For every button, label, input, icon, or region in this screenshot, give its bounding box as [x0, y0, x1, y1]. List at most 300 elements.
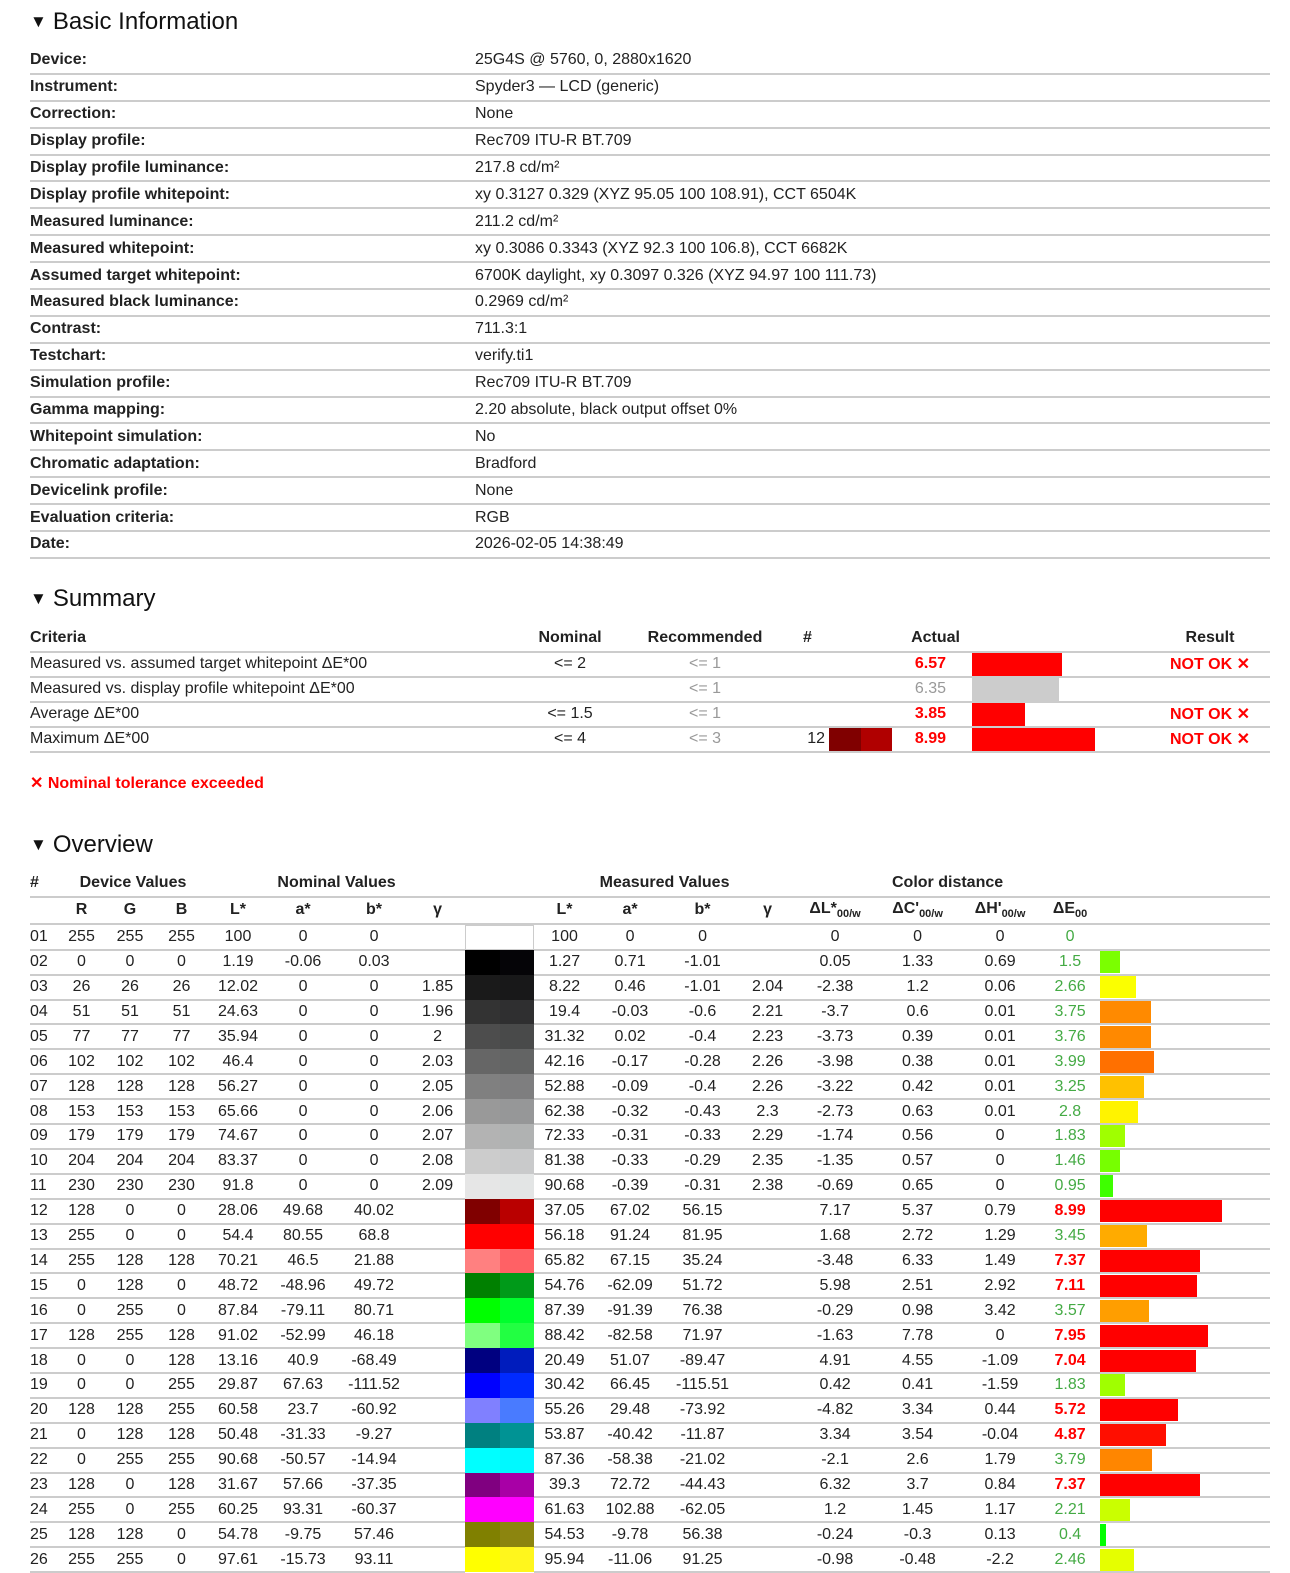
patch-number: 09	[30, 1124, 58, 1149]
delta-l: 0.05	[795, 950, 875, 975]
nominal-gamma	[410, 1423, 465, 1448]
info-label: Measured luminance:	[30, 208, 475, 235]
device-b: 51	[155, 1000, 208, 1025]
nominal-a: 67.63	[268, 1373, 338, 1398]
measured-gamma	[740, 1373, 795, 1398]
patch-number: 11	[30, 1174, 58, 1199]
measured-color	[500, 1249, 535, 1274]
nominal-a: 0	[268, 1000, 338, 1025]
delta-e-bar-cell	[1100, 1323, 1270, 1348]
measured-b: -0.4	[665, 1074, 740, 1099]
delta-c: 3.54	[875, 1423, 960, 1448]
color-swatch	[465, 1448, 534, 1473]
measured-color	[500, 950, 535, 975]
patch-number: 10	[30, 1149, 58, 1174]
actual-bar	[972, 728, 1095, 751]
delta-c: 1.45	[875, 1497, 960, 1522]
delta-c: 3.34	[875, 1398, 960, 1423]
measured-b: -1.01	[665, 975, 740, 1000]
col-measured-gamma: γ	[740, 897, 795, 924]
patch-number: 03	[30, 975, 58, 1000]
nominal-color	[465, 1323, 500, 1348]
nominal-gamma: 1.85	[410, 975, 465, 1000]
nominal-a: 0	[268, 1049, 338, 1074]
info-value: Spyder3 — LCD (generic)	[475, 74, 1270, 101]
delta-e-bar	[1100, 1051, 1154, 1073]
color-swatch	[465, 1373, 534, 1398]
nominal-gamma: 2.07	[410, 1124, 465, 1149]
section-overview[interactable]: ▼ Overview	[30, 830, 153, 858]
info-label: Contrast:	[30, 316, 475, 343]
delta-h: 0.01	[960, 1049, 1040, 1074]
measured-color	[500, 1323, 535, 1348]
info-value: None	[475, 101, 1270, 128]
group-device-values: Device Values	[58, 871, 208, 897]
device-b: 0	[155, 1547, 208, 1572]
info-value: Rec709 ITU-R BT.709	[475, 128, 1270, 155]
delta-l: -3.98	[795, 1049, 875, 1074]
nominal-l: 1.19	[208, 950, 268, 975]
measured-color	[500, 1448, 535, 1473]
nominal-b: 40.02	[338, 1199, 410, 1224]
nominal-a: 57.66	[268, 1473, 338, 1498]
patch-number: 23	[30, 1473, 58, 1498]
measured-l: 19.4	[534, 1000, 595, 1025]
measured-color	[500, 1000, 535, 1025]
nominal-color	[465, 1522, 500, 1547]
nominal-gamma	[410, 950, 465, 975]
device-g: 0	[105, 1199, 155, 1224]
device-b: 128	[155, 1323, 208, 1348]
delta-l: -2.1	[795, 1448, 875, 1473]
recommended-value: <= 1	[620, 652, 790, 677]
device-r: 255	[58, 1547, 105, 1572]
info-row	[30, 155, 1270, 182]
nominal-color	[465, 975, 500, 1000]
delta-h: 1.29	[960, 1224, 1040, 1249]
patch-number: 22	[30, 1448, 58, 1473]
nominal-a: 0	[268, 1174, 338, 1199]
delta-h: 0.44	[960, 1398, 1040, 1423]
col-swatch-blank	[465, 897, 534, 924]
patch-number: 08	[30, 1099, 58, 1124]
device-r: 0	[58, 1423, 105, 1448]
patch-number: 25	[30, 1522, 58, 1547]
measured-gamma	[740, 1547, 795, 1572]
delta-c: 0.38	[875, 1049, 960, 1074]
info-row	[30, 397, 1270, 424]
device-r: 153	[58, 1099, 105, 1124]
measured-a: 51.07	[595, 1348, 665, 1373]
nominal-gamma	[410, 1323, 465, 1348]
measured-l: 37.05	[534, 1199, 595, 1224]
patch-number: 14	[30, 1249, 58, 1274]
measured-gamma	[740, 1249, 795, 1274]
nominal-l: 46.4	[208, 1049, 268, 1074]
measured-b: 51.72	[665, 1273, 740, 1298]
nominal-gamma	[410, 1224, 465, 1249]
nominal-b: 0	[338, 975, 410, 1000]
table-row	[30, 1174, 1270, 1199]
info-row	[30, 343, 1270, 370]
device-b: 255	[155, 1448, 208, 1473]
group-number: #	[30, 871, 58, 897]
nominal-a: 0	[268, 975, 338, 1000]
measured-b: -115.51	[665, 1373, 740, 1398]
nominal-gamma	[410, 1522, 465, 1547]
delta-c: 0.41	[875, 1373, 960, 1398]
delta-e-bar-cell	[1100, 1099, 1270, 1124]
section-basic-information[interactable]: ▼ Basic Information	[30, 8, 239, 35]
summary-header-result: Result	[1150, 625, 1270, 652]
measured-b: 0	[665, 924, 740, 950]
nominal-gamma	[410, 1273, 465, 1298]
section-summary[interactable]: ▼ Summary	[30, 584, 156, 612]
info-label: Whitepoint simulation:	[30, 423, 475, 450]
summary-header-nominal: Nominal	[520, 625, 620, 652]
color-swatch	[465, 1024, 534, 1049]
nominal-gamma: 2	[410, 1024, 465, 1049]
nominal-value	[520, 677, 620, 702]
delta-c: 0.39	[875, 1024, 960, 1049]
delta-e: 2.21	[1040, 1497, 1100, 1522]
delta-h: -1.59	[960, 1373, 1040, 1398]
measured-l: 31.32	[534, 1024, 595, 1049]
info-label: Assumed target whitepoint:	[30, 262, 475, 289]
nominal-l: 70.21	[208, 1249, 268, 1274]
table-row	[30, 1149, 1270, 1174]
delta-e-bar	[1100, 1449, 1152, 1471]
nominal-color	[465, 1298, 500, 1323]
table-row	[30, 1099, 1270, 1124]
color-swatch	[465, 1099, 534, 1124]
info-value: 211.2 cd/m²	[475, 208, 1270, 235]
nominal-b: 57.46	[338, 1522, 410, 1547]
table-row	[30, 1522, 1270, 1547]
table-row	[30, 975, 1270, 1000]
device-g: 153	[105, 1099, 155, 1124]
nominal-a: 0	[268, 1099, 338, 1124]
measured-gamma	[740, 1448, 795, 1473]
nominal-b: 93.11	[338, 1547, 410, 1572]
criteria-label: Maximum ΔE*00	[30, 727, 520, 752]
device-r: 179	[58, 1124, 105, 1149]
delta-c: 0.56	[875, 1124, 960, 1149]
nominal-color	[465, 1174, 500, 1199]
delta-h: 3.42	[960, 1298, 1040, 1323]
measured-b: 35.24	[665, 1249, 740, 1274]
info-row	[30, 262, 1270, 289]
measured-l: 72.33	[534, 1124, 595, 1149]
measured-b: -62.05	[665, 1497, 740, 1522]
nominal-l: 90.68	[208, 1448, 268, 1473]
device-r: 51	[58, 1000, 105, 1025]
info-label: Simulation profile:	[30, 370, 475, 397]
measured-color	[500, 1124, 535, 1149]
delta-e-bar-cell	[1100, 1000, 1270, 1025]
device-b: 179	[155, 1124, 208, 1149]
delta-e: 2.66	[1040, 975, 1100, 1000]
measured-a: -0.03	[595, 1000, 665, 1025]
measured-a: 0.02	[595, 1024, 665, 1049]
measured-a: -11.06	[595, 1547, 665, 1572]
measured-color	[500, 1224, 535, 1249]
info-value: None	[475, 477, 1270, 504]
col-nominal-gamma: γ	[410, 897, 465, 924]
measured-color	[500, 1049, 535, 1074]
delta-e-bar-cell	[1100, 1273, 1270, 1298]
device-r: 26	[58, 975, 105, 1000]
table-row	[30, 1497, 1270, 1522]
nominal-color	[465, 1074, 500, 1099]
measured-b: -1.01	[665, 950, 740, 975]
info-row	[30, 423, 1270, 450]
nominal-b: -37.35	[338, 1473, 410, 1498]
collapse-triangle-icon: ▼	[30, 12, 47, 31]
device-g: 0	[105, 1497, 155, 1522]
info-label: Chromatic adaptation:	[30, 450, 475, 477]
device-g: 179	[105, 1124, 155, 1149]
nominal-gamma	[410, 1547, 465, 1572]
nominal-color	[465, 1000, 500, 1025]
measured-a: -9.78	[595, 1522, 665, 1547]
nominal-b: 68.8	[338, 1224, 410, 1249]
delta-e-bar	[1100, 1549, 1133, 1571]
measured-a: 72.72	[595, 1473, 665, 1498]
nominal-b: 0	[338, 1099, 410, 1124]
delta-e-bar	[1100, 1200, 1222, 1222]
measured-a: 0.71	[595, 950, 665, 975]
delta-e-bar-cell	[1100, 1149, 1270, 1174]
nominal-a: 49.68	[268, 1199, 338, 1224]
patch-swatch	[825, 727, 892, 752]
measured-l: 55.26	[534, 1398, 595, 1423]
nominal-l: 91.8	[208, 1174, 268, 1199]
collapse-triangle-icon: ▼	[30, 588, 47, 608]
delta-h: 0.84	[960, 1473, 1040, 1498]
delta-e-bar-cell	[1100, 1522, 1270, 1547]
device-g: 128	[105, 1522, 155, 1547]
col-number-blank	[30, 897, 58, 924]
color-swatch	[465, 950, 534, 975]
delta-e: 0.4	[1040, 1522, 1100, 1547]
nominal-a: -48.96	[268, 1273, 338, 1298]
measured-a: 67.15	[595, 1249, 665, 1274]
table-row	[30, 1398, 1270, 1423]
info-value: 2.20 absolute, black output offset 0%	[475, 397, 1270, 424]
nominal-a: -0.06	[268, 950, 338, 975]
delta-e-bar-cell	[1100, 1124, 1270, 1149]
info-row	[30, 128, 1270, 155]
patch-swatch	[825, 652, 892, 677]
measured-b: -73.92	[665, 1398, 740, 1423]
color-swatch	[465, 1398, 534, 1423]
info-label: Display profile:	[30, 128, 475, 155]
patch-number: 15	[30, 1273, 58, 1298]
device-g: 26	[105, 975, 155, 1000]
nominal-l: 54.78	[208, 1522, 268, 1547]
nominal-color	[465, 1373, 500, 1398]
delta-l: -1.74	[795, 1124, 875, 1149]
device-g: 255	[105, 1298, 155, 1323]
nominal-value: <= 1.5	[520, 702, 620, 727]
nominal-b: 0	[338, 1049, 410, 1074]
device-b: 102	[155, 1049, 208, 1074]
collapse-triangle-icon: ▼	[30, 834, 47, 854]
table-row	[30, 1074, 1270, 1099]
color-swatch	[465, 1497, 534, 1522]
device-b: 204	[155, 1149, 208, 1174]
delta-e: 7.04	[1040, 1348, 1100, 1373]
delta-l: -2.73	[795, 1099, 875, 1124]
measured-a: 29.48	[595, 1398, 665, 1423]
delta-h: 0	[960, 1124, 1040, 1149]
result-status: NOT OK ✕	[1150, 652, 1270, 677]
measured-l: 1.27	[534, 950, 595, 975]
info-label: Date:	[30, 531, 475, 558]
measured-b: -11.87	[665, 1423, 740, 1448]
delta-e-bar	[1100, 1225, 1147, 1247]
measured-color	[500, 1373, 535, 1398]
delta-e-bar-cell	[1100, 1398, 1270, 1423]
measured-a: 0	[595, 924, 665, 950]
patch-number: 07	[30, 1074, 58, 1099]
info-value: verify.ti1	[475, 343, 1270, 370]
table-row	[30, 1547, 1270, 1572]
patch-number: 05	[30, 1024, 58, 1049]
nominal-a: -15.73	[268, 1547, 338, 1572]
measured-gamma	[740, 1522, 795, 1547]
measured-a: -0.33	[595, 1149, 665, 1174]
measured-a: 91.24	[595, 1224, 665, 1249]
delta-h: 0.13	[960, 1522, 1040, 1547]
info-value: xy 0.3086 0.3343 (XYZ 92.3 100 106.8), CCT 6682K	[475, 235, 1270, 262]
delta-e-bar	[1100, 1524, 1105, 1546]
nominal-l: 29.87	[208, 1373, 268, 1398]
device-g: 0	[105, 1224, 155, 1249]
info-value: 2026-02-05 14:38:49	[475, 531, 1270, 558]
measured-a: 66.45	[595, 1373, 665, 1398]
actual-bar	[972, 678, 1059, 701]
col-measured-b: b*	[665, 897, 740, 924]
nominal-gamma: 2.05	[410, 1074, 465, 1099]
delta-l: -0.98	[795, 1547, 875, 1572]
delta-l: -0.24	[795, 1522, 875, 1547]
delta-c: 2.72	[875, 1224, 960, 1249]
info-row	[30, 477, 1270, 504]
delta-c: 0.42	[875, 1074, 960, 1099]
color-swatch	[465, 1149, 534, 1174]
measured-gamma: 2.26	[740, 1074, 795, 1099]
table-row	[30, 1049, 1270, 1074]
measured-a: -0.39	[595, 1174, 665, 1199]
delta-e-bar	[1100, 1250, 1200, 1272]
info-value: 6700K daylight, xy 0.3097 0.326 (XYZ 94.97 100 111.73)	[475, 262, 1270, 289]
nominal-color	[465, 1273, 500, 1298]
color-swatch	[465, 975, 534, 1000]
patch-number: 24	[30, 1497, 58, 1522]
delta-e-bar-cell	[1100, 1473, 1270, 1498]
info-row	[30, 531, 1270, 558]
patch-number: 16	[30, 1298, 58, 1323]
measured-color	[500, 1099, 535, 1124]
nominal-gamma	[410, 1473, 465, 1498]
device-r: 255	[58, 1497, 105, 1522]
nominal-b: 49.72	[338, 1273, 410, 1298]
nominal-l: 60.58	[208, 1398, 268, 1423]
measured-l: 20.49	[534, 1348, 595, 1373]
info-row	[30, 316, 1270, 343]
device-b: 153	[155, 1099, 208, 1124]
device-g: 128	[105, 1249, 155, 1274]
delta-h: 0.01	[960, 1074, 1040, 1099]
col-nominal-a: a*	[268, 897, 338, 924]
delta-e: 7.95	[1040, 1323, 1100, 1348]
patch-number: 06	[30, 1049, 58, 1074]
basic-info-table	[30, 48, 1270, 559]
actual-bar	[972, 703, 1025, 726]
delta-h: -0.04	[960, 1423, 1040, 1448]
measured-color	[500, 1348, 535, 1373]
delta-e-bar	[1100, 1101, 1138, 1123]
recommended-value: <= 1	[620, 702, 790, 727]
device-b: 26	[155, 975, 208, 1000]
delta-h: 1.49	[960, 1249, 1040, 1274]
info-value: Bradford	[475, 450, 1270, 477]
delta-e: 5.72	[1040, 1398, 1100, 1423]
delta-e-bar	[1100, 1125, 1125, 1147]
patch-number: 01	[30, 924, 58, 950]
delta-c: 2.6	[875, 1448, 960, 1473]
measured-b: 81.95	[665, 1224, 740, 1249]
patch-number: 19	[30, 1373, 58, 1398]
nominal-a: -79.11	[268, 1298, 338, 1323]
device-b: 128	[155, 1074, 208, 1099]
delta-c: 1.33	[875, 950, 960, 975]
nominal-b: 0	[338, 924, 410, 950]
measured-color	[500, 1273, 535, 1298]
info-value: 217.8 cd/m²	[475, 155, 1270, 182]
device-b: 0	[155, 950, 208, 975]
nominal-l: 87.84	[208, 1298, 268, 1323]
criteria-label: Measured vs. assumed target whitepoint ΔE*00	[30, 652, 520, 677]
nominal-l: 28.06	[208, 1199, 268, 1224]
patch-number: 02	[30, 950, 58, 975]
actual-value: 6.35	[892, 677, 960, 702]
measured-color	[500, 975, 535, 1000]
measured-gamma: 2.3	[740, 1099, 795, 1124]
measured-gamma: 2.29	[740, 1124, 795, 1149]
delta-l: -3.22	[795, 1074, 875, 1099]
delta-e-bar	[1100, 1026, 1151, 1048]
delta-e-bar	[1100, 1275, 1197, 1297]
delta-e-bar-cell	[1100, 1249, 1270, 1274]
device-b: 255	[155, 1373, 208, 1398]
measured-a: -40.42	[595, 1423, 665, 1448]
nominal-l: 65.66	[208, 1099, 268, 1124]
color-swatch	[465, 1124, 534, 1149]
device-r: 0	[58, 1348, 105, 1373]
delta-h: 0	[960, 1174, 1040, 1199]
device-g: 0	[105, 1373, 155, 1398]
delta-l: 6.32	[795, 1473, 875, 1498]
delta-c: -0.48	[875, 1547, 960, 1572]
measured-color	[500, 926, 534, 949]
col-delta-c: $\Delta C'_{00/w}$	[875, 897, 960, 924]
info-row	[30, 450, 1270, 477]
info-row	[30, 235, 1270, 262]
actual-value: 8.99	[892, 727, 960, 752]
